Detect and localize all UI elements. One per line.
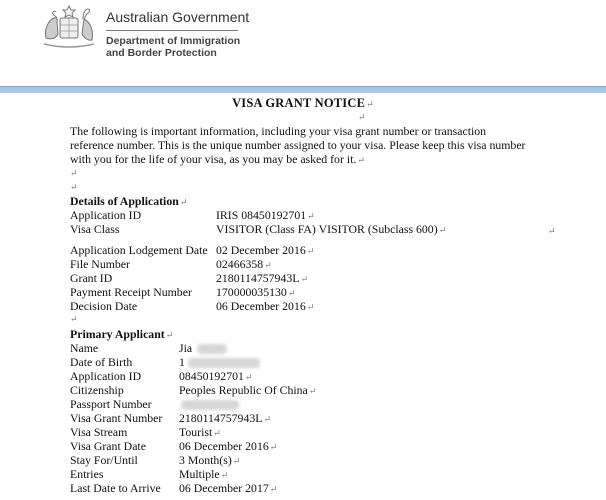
paragraph-mark-icon: ↵	[357, 155, 365, 165]
paragraph-mark-icon: ↵	[300, 274, 308, 284]
field-value	[179, 341, 192, 355]
paragraph-mark-icon: ↵	[438, 225, 447, 235]
redacted-passport-number	[181, 400, 239, 410]
paragraph-mark-icon: ↵	[263, 414, 271, 424]
field-label: Last Date to Arrive	[70, 481, 161, 495]
details-row	[70, 299, 315, 313]
field-value	[216, 271, 308, 286]
field-value	[179, 369, 252, 384]
applicant-row	[70, 341, 193, 355]
department-line-1: Department of Immigration	[106, 35, 241, 47]
details-row	[70, 243, 315, 257]
paragraph-mark-icon: ↵	[269, 484, 278, 494]
paragraph-mark-icon: ↵	[244, 372, 253, 382]
paragraph-mark-icon: ↵	[307, 211, 315, 221]
paragraph-mark-icon: ↵	[165, 330, 174, 340]
field-value-text: 3 Month(s)	[179, 453, 232, 467]
applicant-row	[70, 453, 241, 467]
field-label: Application ID	[70, 369, 142, 383]
details-heading-text: Details of Application	[70, 194, 179, 208]
field-value	[179, 453, 240, 468]
field-label: Entries	[70, 467, 104, 481]
field-value	[179, 439, 277, 454]
field-value-text: 02 December 2016	[216, 243, 306, 257]
field-label: Stay For/Until	[70, 453, 138, 467]
applicant-heading	[70, 327, 173, 342]
field-value	[179, 355, 185, 369]
paragraph-mark-icon: ↵	[70, 168, 78, 178]
field-label: Visa Stream	[70, 425, 128, 439]
coat-of-arms-icon	[38, 4, 100, 50]
field-value	[216, 257, 272, 272]
field-value-text: 2180114757943L	[179, 411, 263, 425]
field-label: Visa Grant Number	[70, 411, 163, 425]
paragraph-mark-icon: ↵	[264, 260, 272, 270]
field-label: Name	[70, 341, 99, 355]
field-value-text: 06 December 2017	[179, 481, 269, 495]
field-value-text: Peoples Republic Of China	[179, 383, 308, 397]
field-value	[179, 467, 228, 482]
applicant-row	[70, 383, 317, 397]
intro-paragraph	[70, 124, 530, 167]
applicant-row	[70, 439, 278, 453]
field-value	[216, 208, 315, 223]
field-value-text: 2180114757943L	[216, 271, 300, 285]
applicant-row	[70, 411, 271, 425]
field-value	[216, 222, 446, 237]
field-value-text: 06 December 2016	[216, 299, 306, 313]
field-value-text: VISITOR (Class FA) VISITOR (Subclass 600)	[216, 222, 438, 236]
government-name: Australian Government	[106, 9, 250, 25]
field-label: Visa Class	[70, 222, 120, 236]
paragraph-mark-icon: ↵	[232, 456, 241, 466]
paragraph-mark-icon: ↵	[70, 182, 78, 192]
department-line-2: and Border Protection	[106, 47, 217, 59]
field-value-text: 08450192701	[179, 369, 244, 383]
field-value-text: Jia	[179, 341, 193, 355]
details-heading	[70, 194, 187, 209]
field-label: Visa Grant Date	[70, 439, 146, 453]
field-value	[179, 481, 277, 496]
field-value	[179, 425, 221, 440]
applicant-row	[70, 425, 221, 439]
redacted-name	[197, 344, 227, 354]
details-row	[70, 271, 308, 285]
field-value-text: 170000035130	[216, 285, 287, 299]
paragraph-mark-icon: ↵	[306, 302, 315, 312]
header-divider	[106, 30, 238, 31]
details-row	[70, 208, 315, 222]
paragraph-mark-icon: ↵	[70, 314, 78, 324]
field-value-text: Tourist	[179, 425, 213, 439]
applicant-row	[70, 369, 253, 383]
field-value-text: 02466358	[216, 257, 264, 271]
paragraph-mark-icon: ↵	[287, 288, 296, 298]
applicant-row	[70, 355, 185, 369]
header-band	[0, 86, 606, 93]
notice-title	[0, 96, 606, 111]
field-value	[216, 299, 314, 314]
field-label: Decision Date	[70, 299, 138, 313]
paragraph-mark-icon: ↵	[358, 112, 366, 122]
field-label: Application ID	[70, 208, 142, 222]
field-value-text: Multiple	[179, 467, 220, 481]
intro-text: The following is important information, including your visa grant number or transaction reference number. This is the unique number assigned to your visa. Please keep this visa number with you for the life of your visa, as you may be asked for it.	[70, 124, 526, 166]
field-label: Application Lodgement Date	[70, 243, 208, 257]
field-value-text: 06 December 2016	[179, 439, 269, 453]
applicant-heading-text: Primary Applicant	[70, 327, 165, 341]
paragraph-mark-icon: ↵	[269, 442, 278, 452]
applicant-row	[70, 397, 152, 411]
notice-title-text: VISA GRANT NOTICE	[232, 96, 366, 110]
paragraph-mark-icon: ↵	[213, 428, 221, 438]
applicant-row	[70, 467, 229, 481]
field-label: File Number	[70, 257, 130, 271]
paragraph-mark-icon: ↵	[220, 470, 229, 480]
field-label: Passport Number	[70, 397, 152, 411]
details-row	[70, 222, 447, 236]
document-header	[0, 0, 606, 84]
field-value	[179, 383, 316, 398]
field-value-text: IRIS 08450192701	[216, 208, 307, 222]
field-value	[179, 411, 271, 426]
field-label: Payment Receipt Number	[70, 285, 192, 299]
paragraph-mark-icon: ↵	[548, 226, 556, 236]
paragraph-mark-icon: ↵	[306, 246, 315, 256]
paragraph-mark-icon: ↵	[179, 197, 188, 207]
field-label: Date of Birth	[70, 355, 133, 369]
field-value	[216, 243, 314, 258]
details-row	[70, 285, 296, 299]
paragraph-mark-icon: ↵	[308, 386, 317, 396]
field-label: Citizenship	[70, 383, 124, 397]
department-name	[106, 35, 240, 59]
redacted-date-of-birth	[188, 358, 260, 368]
applicant-row	[70, 481, 278, 495]
field-value-text: 1	[179, 355, 185, 369]
paragraph-mark-icon: ↵	[366, 99, 374, 109]
field-value	[216, 285, 295, 300]
field-label: Grant ID	[70, 271, 113, 285]
details-row	[70, 257, 272, 271]
